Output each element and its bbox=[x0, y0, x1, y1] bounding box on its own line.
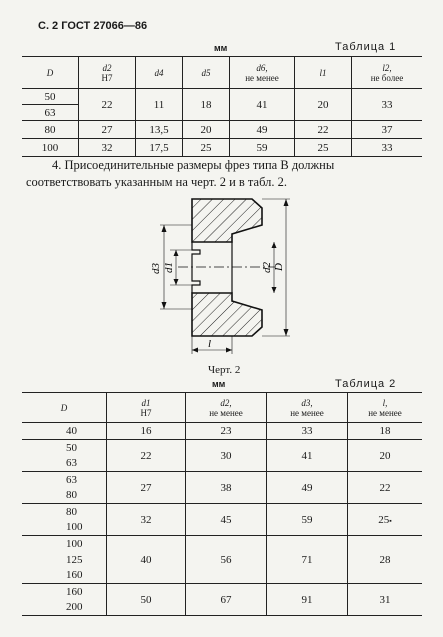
table1-caption: Таблица 1 bbox=[335, 41, 397, 53]
t1-col-D: D bbox=[22, 57, 79, 89]
t1-col-l2: l2, не более bbox=[352, 57, 423, 89]
table-cell: 13,5 bbox=[136, 121, 183, 139]
t1-col-d2: d2 H7 bbox=[79, 57, 136, 89]
table-cell: 59 bbox=[230, 139, 295, 157]
table-cell: 27 bbox=[79, 121, 136, 139]
table-row bbox=[22, 423, 422, 440]
table-cell: 38 bbox=[186, 472, 267, 504]
table-cell: 37 bbox=[352, 121, 423, 139]
figure-caption: Черт. 2 bbox=[208, 364, 241, 376]
table-cell: 25 bbox=[295, 139, 352, 157]
table1 bbox=[22, 56, 422, 157]
table-cell: 32 bbox=[107, 504, 186, 536]
label-d1: d1 bbox=[163, 262, 175, 273]
table-cell: 20 bbox=[295, 89, 352, 121]
table-cell: 45 bbox=[186, 504, 267, 536]
table1-header-row bbox=[22, 57, 422, 89]
t1-col-d6: d6, не менее bbox=[230, 57, 295, 89]
table-cell: 16 bbox=[107, 423, 186, 440]
table-cell: 31 bbox=[348, 584, 423, 616]
t1-col-d5: d5 bbox=[183, 57, 230, 89]
table-cell: 41 bbox=[267, 440, 348, 472]
t2-col-D: D bbox=[22, 393, 107, 423]
table-cell: 40 bbox=[107, 536, 186, 584]
table-cell: 33 bbox=[352, 139, 423, 157]
lower-section bbox=[192, 293, 262, 336]
table-cell: 27 bbox=[107, 472, 186, 504]
t2-col-d3: d3, не менее bbox=[267, 393, 348, 423]
table-cell: 32 bbox=[79, 139, 136, 157]
page-header: С. 2 ГОСТ 27066—86 bbox=[38, 20, 148, 32]
smudge-mark: ▪ bbox=[389, 516, 392, 525]
t1-col-d4: d4 bbox=[136, 57, 183, 89]
t2-col-d1: d1 H7 bbox=[107, 393, 186, 423]
table-cell: 22 bbox=[348, 472, 423, 504]
table-cell: 18 bbox=[183, 89, 230, 121]
table-cell: 80 bbox=[22, 488, 107, 504]
table-cell: 33 bbox=[267, 423, 348, 440]
table-cell: 41 bbox=[230, 89, 295, 121]
table-cell: 160 bbox=[22, 568, 107, 584]
table-cell: 100 bbox=[22, 139, 79, 157]
label-d3: d3 bbox=[150, 263, 162, 274]
table2 bbox=[22, 392, 422, 616]
table-row bbox=[22, 121, 422, 139]
paragraph-4: 4. Присоединительные размеры фрез типа В должны соответствовать указанным на черт. 2 и в табл. 2. bbox=[26, 158, 335, 189]
upper-section bbox=[192, 199, 262, 242]
table-cell: 18 bbox=[348, 423, 423, 440]
bore-outline bbox=[192, 242, 200, 293]
t2-col-l: l, не менее bbox=[348, 393, 423, 423]
t1-col-l1: l1 bbox=[295, 57, 352, 89]
table-cell: 59 bbox=[267, 504, 348, 536]
table1-unit: мм bbox=[214, 43, 228, 53]
table-cell: 40 bbox=[22, 423, 107, 440]
table-cell: 71 bbox=[267, 536, 348, 584]
table-cell: 49 bbox=[267, 472, 348, 504]
table-cell: 33 bbox=[352, 89, 423, 121]
table-cell: 25 bbox=[183, 139, 230, 157]
table-cell: 63 bbox=[22, 456, 107, 472]
table-cell: 63 bbox=[22, 472, 107, 488]
table2-unit: мм bbox=[212, 379, 226, 389]
table-row bbox=[22, 139, 422, 157]
table-row bbox=[22, 536, 422, 552]
table-cell: 20 bbox=[348, 440, 423, 472]
table-row bbox=[22, 584, 422, 600]
table-cell: 22 bbox=[295, 121, 352, 139]
table-cell: 20 bbox=[183, 121, 230, 139]
label-d2: d2 bbox=[261, 262, 273, 273]
table-cell: 80 bbox=[22, 121, 79, 139]
table-cell: 200 bbox=[22, 600, 107, 616]
cutter-drawing bbox=[140, 192, 310, 362]
table-cell: 23 bbox=[186, 423, 267, 440]
table-cell: 50 bbox=[107, 584, 186, 616]
table-row bbox=[22, 440, 422, 456]
table-cell: 11 bbox=[136, 89, 183, 121]
table-cell: 125 bbox=[22, 552, 107, 568]
table-cell: 49 bbox=[230, 121, 295, 139]
label-D: D bbox=[273, 263, 285, 271]
table-cell: 100 bbox=[22, 520, 107, 536]
table-row bbox=[22, 89, 422, 105]
table-cell: 80 bbox=[22, 504, 107, 520]
t2-col-d2: d2, не менее bbox=[186, 393, 267, 423]
table-cell: 22 bbox=[107, 440, 186, 472]
table-cell: 22 bbox=[79, 89, 136, 121]
table-cell: 91 bbox=[267, 584, 348, 616]
table-cell: 100 bbox=[22, 536, 107, 552]
table-cell: 160 bbox=[22, 584, 107, 600]
table-cell: 63 bbox=[22, 105, 79, 121]
table-row bbox=[22, 504, 422, 520]
table-cell: 28 bbox=[348, 536, 423, 584]
table-cell: 17,5 bbox=[136, 139, 183, 157]
table-cell: 56 bbox=[186, 536, 267, 584]
label-l: l bbox=[208, 338, 212, 350]
table-row bbox=[22, 472, 422, 488]
table2-header-row bbox=[22, 393, 422, 423]
table-cell: 50 bbox=[22, 440, 107, 456]
table-cell: 25▪ bbox=[348, 504, 423, 536]
table-cell: 67 bbox=[186, 584, 267, 616]
table-cell: 50 bbox=[22, 89, 79, 105]
table2-caption: Таблица 2 bbox=[335, 378, 397, 390]
table-cell: 30 bbox=[186, 440, 267, 472]
